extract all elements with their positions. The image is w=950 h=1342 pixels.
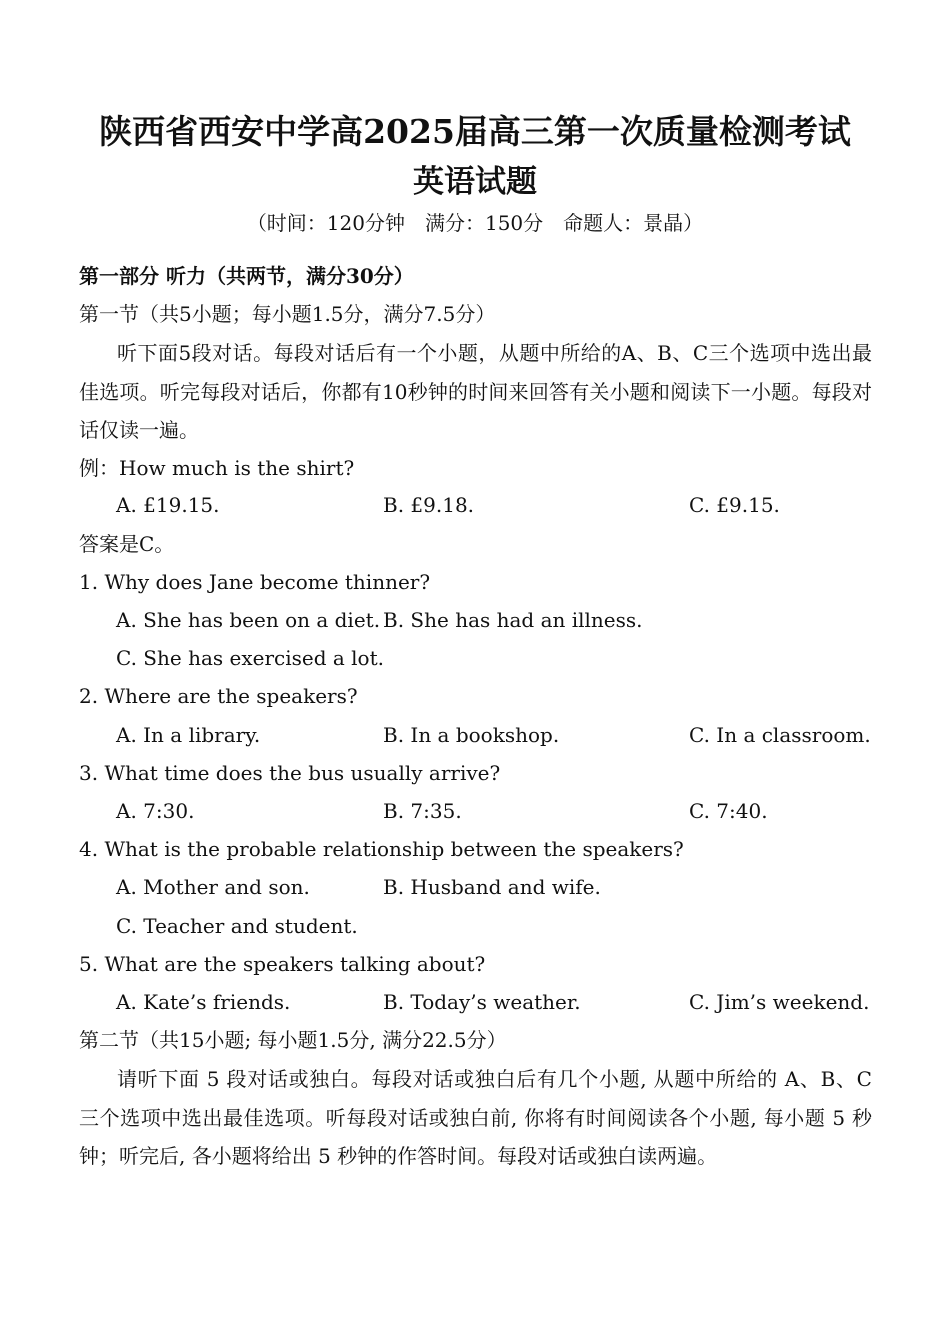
example-option-a: A. £19.15. [116,493,220,517]
q3-option-a: A. 7:30. [116,799,195,823]
q4-option-c: C. Teacher and student. [116,914,358,938]
q3-option-b: B. 7:35. [383,799,462,823]
q3-option-c: C. 7:40. [689,799,768,823]
q5-option-c: C. Jim’s weekend. [689,990,870,1014]
section1-instructions: 听下面5段对话。每段对话后有一个小题，从题中所给的A、B、C三个选项中选出最佳选项。听完每段对话后，你都有10秒钟的时间来回答有关小题和阅读下一小题。每段对话仅读一遍。 [79,341,872,442]
q5-option-b: B. Today’s weather. [383,990,581,1014]
q1-option-b: B. She has had an illness. [383,608,643,632]
section2-instructions: 请听下面 5 段对话或独白。每段对话或独白后有几个小题, 从题中所给的 A、B、C 三个选项中选出最佳选项。听每段对话或独白前, 你将有时间阅读各个小题, 每小题 5 秒钟；听完后, 各小题将给出 5 秒钟的作答时间。每段对话或独白读两遍。 [79,1067,872,1168]
q4-option-b: B. Husband and wife. [383,875,601,899]
question-4: 4. What is the probable relationship between the speakers? [79,837,684,861]
question-5: 5. What are the speakers talking about? [79,952,486,976]
q4-option-a: A. Mother and son. [116,875,310,899]
section2-heading: 第二节（共15小题; 每小题1.5分, 满分22.5分） [79,1028,507,1052]
q2-option-c: C. In a classroom. [689,723,871,747]
q5-option-a: A. Kate’s friends. [116,990,291,1014]
question-3: 3. What time does the bus usually arrive? [79,761,501,785]
example-answer: 答案是C。 [79,532,175,556]
subject-title: 英语试题 [413,164,537,200]
example-option-c: C. £9.15. [689,493,780,517]
example-question: 例：How much is the shirt? [79,456,355,480]
part1-heading: 第一部分 听力（共两节，满分30分） [79,264,414,288]
q1-option-a: A. She has been on a diet. [116,608,381,632]
q2-option-b: B. In a bookshop. [383,723,560,747]
exam-title: 陕西省西安中学高2025届高三第一次质量检测考试 [99,112,851,151]
q1-option-c: C. She has exercised a lot. [116,646,384,670]
example-option-b: B. £9.18. [383,493,475,517]
exam-info: （时间：120分钟 满分：150分 命题人：景晶） [246,211,704,235]
question-2: 2. Where are the speakers? [79,684,358,708]
section1-heading: 第一节（共5小题；每小题1.5分，满分7.5分） [79,302,496,326]
q2-option-a: A. In a library. [116,723,261,747]
question-1: 1. Why does Jane become thinner? [79,570,431,594]
